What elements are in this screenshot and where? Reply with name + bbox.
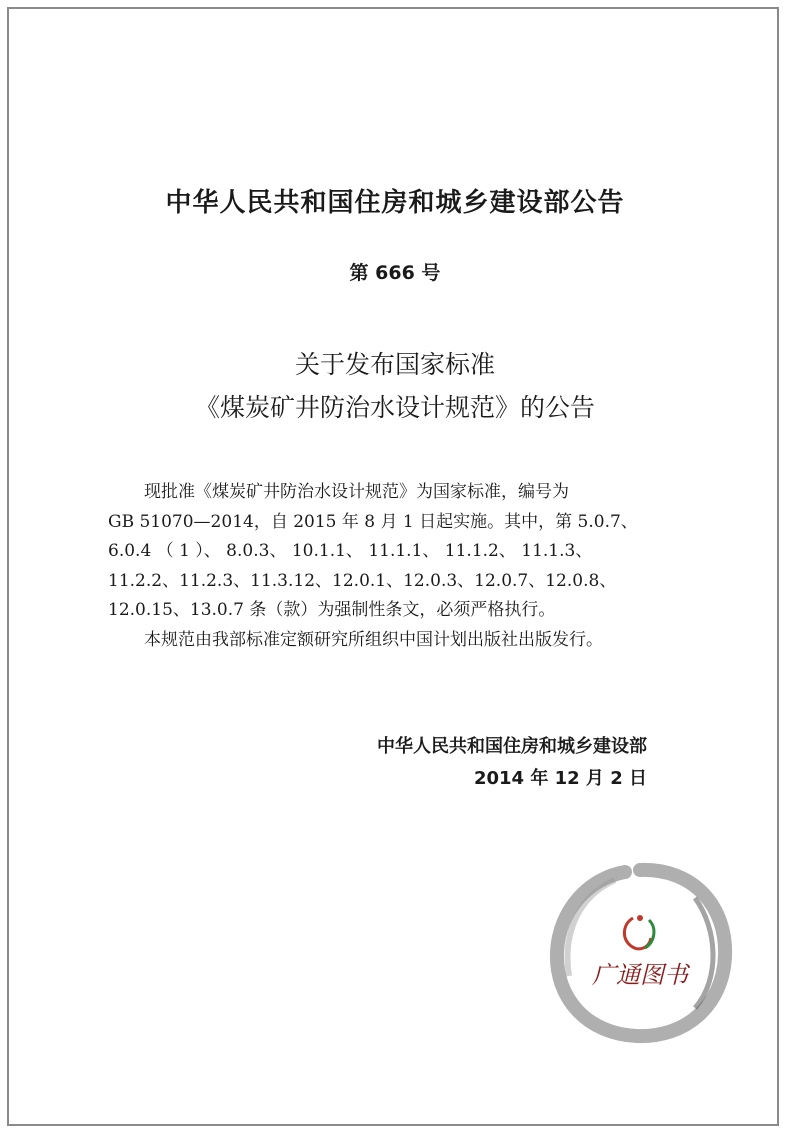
publisher-stamp <box>545 858 735 1048</box>
announcement-body <box>108 478 688 655</box>
body-line: 6.0.4 （ 1 ）、 8.0.3、 10.1.1、 11.1.1、 11.1.2、 11.1.3、 <box>108 541 593 561</box>
signature-date: 2014 年 12 月 2 日 <box>473 768 647 789</box>
subtitle-line-1: 关于发布国家标准 <box>294 350 495 379</box>
body-line: 12.0.15、13.0.7 条（款）为强制性条文，必须严格执行。 <box>108 600 556 620</box>
paragraph-1 <box>108 478 688 626</box>
paragraph-2: 本规范由我部标准定额研究所组织中国计划出版社出版发行。 <box>144 629 603 650</box>
announcement-number: 第 666 号 <box>349 262 441 284</box>
body-line: 现批准《煤炭矿井防治水设计规范》为国家标准，编号为 <box>144 482 569 502</box>
subtitle-line-2: 《煤炭矿井防治水设计规范》的公告 <box>194 393 595 422</box>
ink-circle-icon <box>545 858 735 1048</box>
body-line: GB 51070—2014，自 2015 年 8 月 1 日起实施。其中，第 5.0.7、 <box>108 511 638 532</box>
body-line: 11.2.2、11.2.3、11.3.12、12.0.1、12.0.3、12.0.7、12.0.8、 <box>108 570 617 591</box>
announcement-title: 中华人民共和国住房和城乡建设部公告 <box>165 188 625 218</box>
signature-organization: 中华人民共和国住房和城乡建设部 <box>377 736 647 757</box>
publisher-logo-icon <box>624 915 654 949</box>
stamp-text: 广通图书 <box>592 961 688 989</box>
